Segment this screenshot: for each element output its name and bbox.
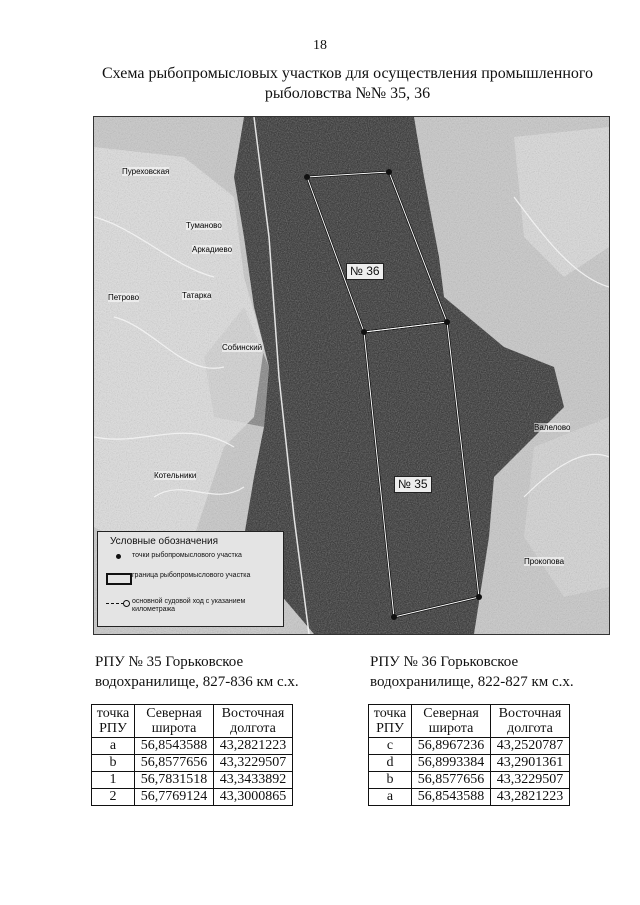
- longitude: 43,3229507: [214, 755, 293, 772]
- rpu-36-coordinates-table: [368, 704, 570, 806]
- legend-item: [104, 572, 252, 584]
- longitude: 43,3229507: [491, 772, 570, 789]
- table-row: [369, 755, 570, 772]
- place-label: Аркадиево: [192, 245, 233, 254]
- table-row: [92, 772, 293, 789]
- column-header: точка РПУ: [92, 705, 135, 738]
- place-label: Татарка: [182, 291, 212, 300]
- boundary-point-2: [391, 614, 397, 620]
- boundary-point-d: [386, 169, 392, 175]
- point-id: d: [369, 755, 412, 772]
- rpu-36-heading: [370, 652, 610, 692]
- latitude: 56,7831518: [135, 772, 214, 789]
- zone-35-label: № 35: [394, 476, 432, 493]
- place-label: Пуреховская: [122, 167, 170, 176]
- place-label: Прокопова: [524, 557, 565, 566]
- point-id: a: [92, 738, 135, 755]
- column-header: Северная широта: [412, 705, 491, 738]
- place-label: Собинский: [222, 343, 263, 352]
- boundary-point-c: [304, 174, 310, 180]
- latitude: 56,8543588: [135, 738, 214, 755]
- zone-36-label: № 36: [346, 263, 384, 280]
- table-row: [369, 772, 570, 789]
- point-id: 1: [92, 772, 135, 789]
- legend-item-label: граница рыбопромыслового участка: [132, 572, 251, 579]
- page-title: Схема рыбопромысловых участков для осуществления промышленного рыболовства №№ 35, 36: [101, 65, 594, 102]
- longitude: 43,3000865: [214, 789, 293, 806]
- longitude: 43,2821223: [491, 789, 570, 806]
- point-id: 2: [92, 789, 135, 806]
- longitude: 43,2821223: [214, 738, 293, 755]
- boundary-point-a: [361, 329, 367, 335]
- point-id: c: [369, 738, 412, 755]
- route-icon: [104, 598, 132, 610]
- place-label: Петрово: [108, 293, 140, 302]
- longitude: 43,2901361: [491, 755, 570, 772]
- heading-line: водохранилище, 827-836 км с.х.: [95, 674, 299, 690]
- point-id: a: [369, 789, 412, 806]
- point-icon: [104, 552, 132, 564]
- table-header-row: [369, 705, 570, 738]
- place-label: Туманово: [186, 221, 222, 230]
- point-id: b: [92, 755, 135, 772]
- longitude: 43,3433892: [214, 772, 293, 789]
- latitude: 56,8543588: [412, 789, 491, 806]
- page-number: 18: [313, 38, 327, 53]
- rpu-35-heading: [95, 652, 335, 692]
- legend-item-label: точки рыбопромыслового участка: [132, 552, 242, 559]
- latitude: 56,8993384: [412, 755, 491, 772]
- heading-line: водохранилище, 822-827 км с.х.: [370, 674, 574, 690]
- legend-item-label: основной судовой ход с указанием километража: [132, 598, 246, 613]
- map-legend: [97, 531, 284, 627]
- table-row: [369, 789, 570, 806]
- latitude: 56,8967236: [412, 738, 491, 755]
- latitude: 56,8577656: [412, 772, 491, 789]
- rpu-35-coordinates-table: [91, 704, 293, 806]
- table-row: [92, 789, 293, 806]
- legend-item: [104, 598, 252, 614]
- place-label: Валелово: [534, 423, 571, 432]
- point-id: b: [369, 772, 412, 789]
- column-header: Восточная долгота: [214, 705, 293, 738]
- longitude: 43,2520787: [491, 738, 570, 755]
- column-header: точка РПУ: [369, 705, 412, 738]
- latitude: 56,7769124: [135, 789, 214, 806]
- boundary-point-b: [444, 319, 450, 325]
- table-header-row: [92, 705, 293, 738]
- boundary-point-1: [476, 594, 482, 600]
- place-label: Котельники: [154, 471, 197, 480]
- heading-line: РПУ № 35 Горьковское: [95, 654, 244, 670]
- table-row: [92, 755, 293, 772]
- latitude: 56,8577656: [135, 755, 214, 772]
- legend-item: [104, 552, 252, 564]
- legend-title: Условные обозначения: [110, 536, 219, 547]
- table-row: [92, 738, 293, 755]
- column-header: Северная широта: [135, 705, 214, 738]
- table-row: [369, 738, 570, 755]
- column-header: Восточная долгота: [491, 705, 570, 738]
- boundary-icon: [104, 572, 132, 584]
- heading-line: РПУ № 36 Горьковское: [370, 654, 519, 670]
- reservoir-map: [93, 116, 610, 635]
